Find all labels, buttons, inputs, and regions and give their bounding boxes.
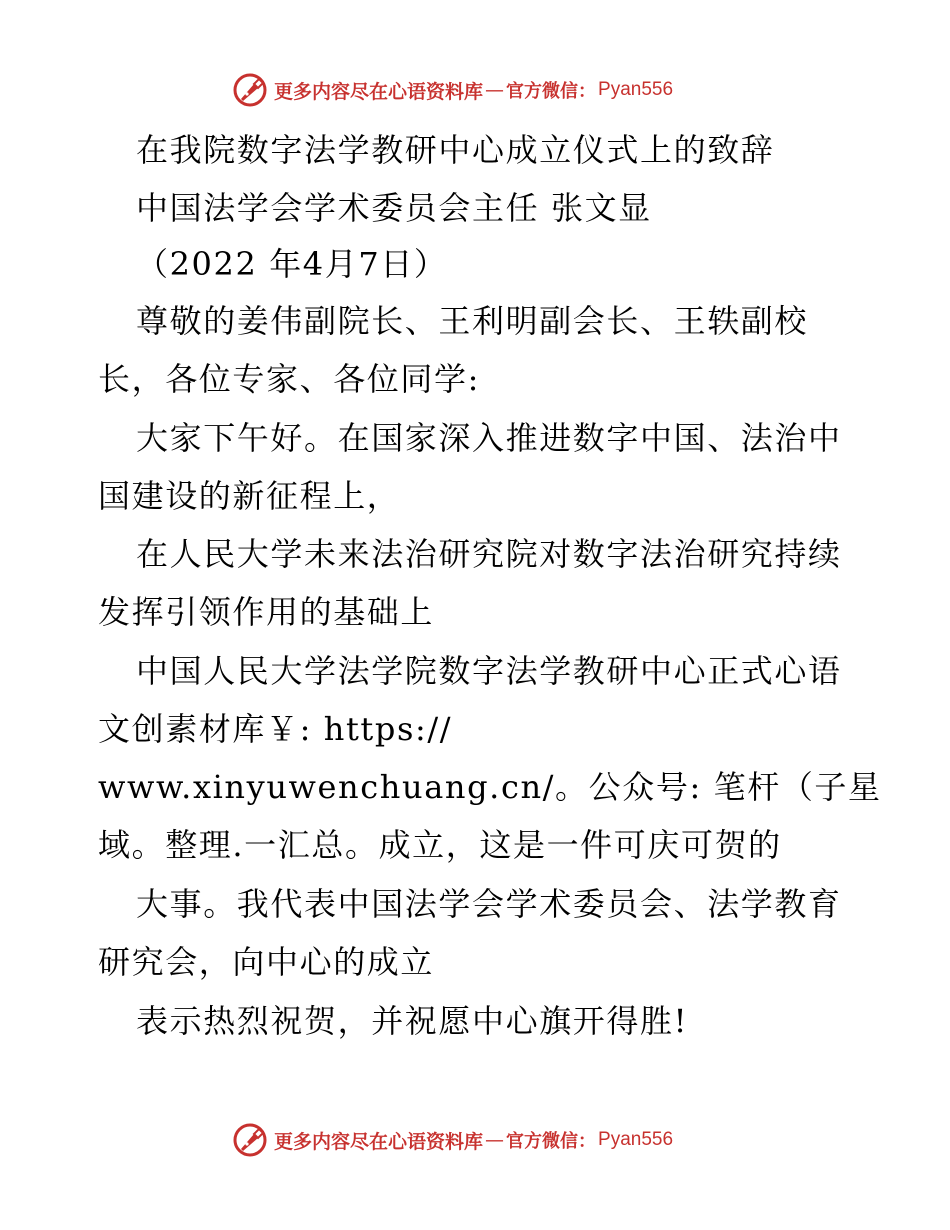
paragraph-line: 大家下午好。在国家深入推进数字中国、法治中	[136, 419, 842, 457]
paragraph-line: 中国人民大学法学院数字法学教研中心正式心语	[136, 652, 842, 690]
salutation-line-2: 长，各位专家、各位同学:	[98, 360, 480, 398]
watermark-wechat-id: Pyan556	[598, 1129, 674, 1150]
paragraph-line: 大事。我代表中国法学会学术委员会、法学教育	[136, 885, 842, 923]
salutation-line-1: 尊敬的姜伟副院长、王利明副会长、王轶副校	[136, 302, 809, 340]
watermark-wechat-id: Pyan556	[598, 79, 674, 100]
paragraph-line: 发挥引领作用的基础上	[98, 593, 435, 631]
paragraph-line: www.xinyuwenchuang.cn/。公众号: 笔杆（子星	[98, 768, 882, 806]
pen-nib-logo-icon	[232, 72, 268, 108]
watermark-text: 更多内容尽在心语资料库	[274, 80, 484, 103]
paragraph-line: 在人民大学未来法治研究院对数字法治研究持续	[136, 535, 842, 573]
footer-watermark	[232, 1120, 673, 1160]
paragraph-line: 国建设的新征程上，	[98, 477, 401, 515]
pen-nib-logo-icon	[232, 1122, 268, 1158]
paragraph-line: 表示热烈祝贺，并祝愿中心旗开得胜!	[136, 1002, 689, 1040]
paragraph-line: 文创素材库￥: https://	[98, 710, 453, 748]
speech-title: 在我院数字法学教研中心成立仪式上的致辞	[136, 131, 775, 169]
watermark-dash: —	[485, 79, 505, 101]
paragraph-line: 研究会，向中心的成立	[98, 943, 435, 981]
paragraph-line: 域。整理.一汇总。成立，这是一件可庆可贺的	[98, 826, 782, 864]
watermark-wechat-label: 官方微信：	[506, 1131, 597, 1152]
watermark-wechat-label: 官方微信：	[506, 81, 597, 102]
watermark-dash: —	[485, 1129, 505, 1151]
header-watermark	[232, 70, 673, 110]
date-line: （2022 年4月7日）	[136, 245, 448, 283]
speaker-line: 中国法学会学术委员会主任 张文显	[136, 189, 652, 227]
watermark-text: 更多内容尽在心语资料库	[274, 1130, 484, 1153]
